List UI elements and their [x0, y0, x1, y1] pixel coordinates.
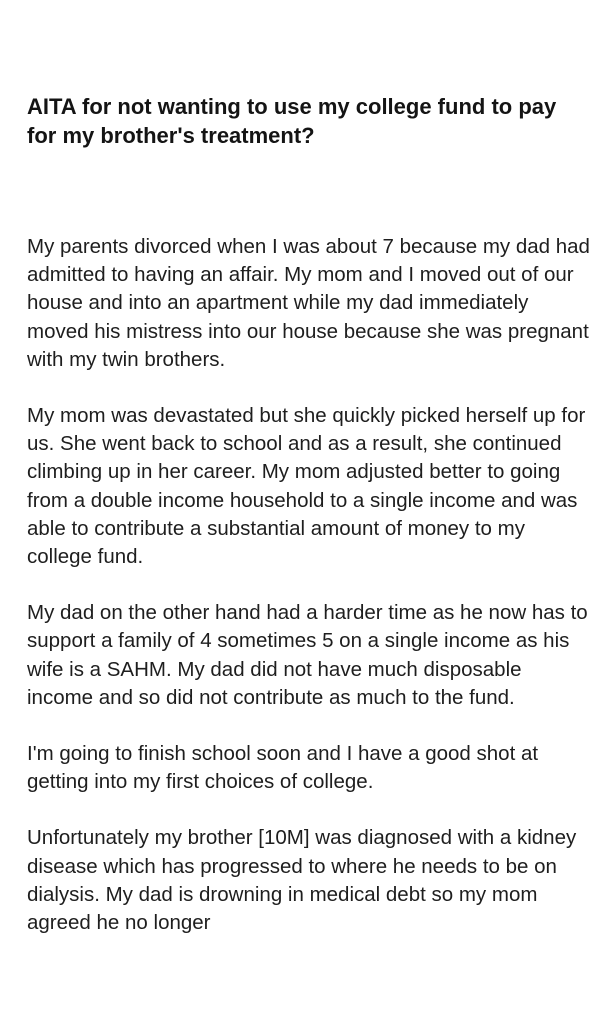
post-body: [27, 233, 592, 937]
post-paragraph: My dad on the other hand had a harder time as he now has to support a family of 4 sometimes 5 on a single income as his wife is a SAHM. My dad did not have much disposable income and so did not contribute as much to the fund.: [27, 601, 588, 709]
post-paragraph: Unfortunately my brother [10M] was diagnosed with a kidney disease which has progressed to where he needs to be on dialysis. My dad is drowning in medical debt so my mom agreed he no longer: [27, 826, 577, 935]
post-paragraph: My parents divorced when I was about 7 because my dad had admitted to having an affair. My mom and I moved out of our house and into an apartment while my dad immediately moved his mistress into our house because she was pregnant with my twin brothers.: [27, 235, 590, 371]
post-paragraph: I'm going to finish school soon and I have a good shot at getting into my first choices of college.: [27, 742, 539, 794]
post-title: AITA for not wanting to use my college fund to pay for my brother's treatment?: [27, 94, 557, 148]
post-paragraph: My mom was devastated but she quickly picked herself up for us. She went back to school and as a result, she continued climbing up in her career. My mom adjusted better to going from a double income household to a single income and was able to contribute a substantial amount of money to my college fund.: [27, 404, 586, 569]
